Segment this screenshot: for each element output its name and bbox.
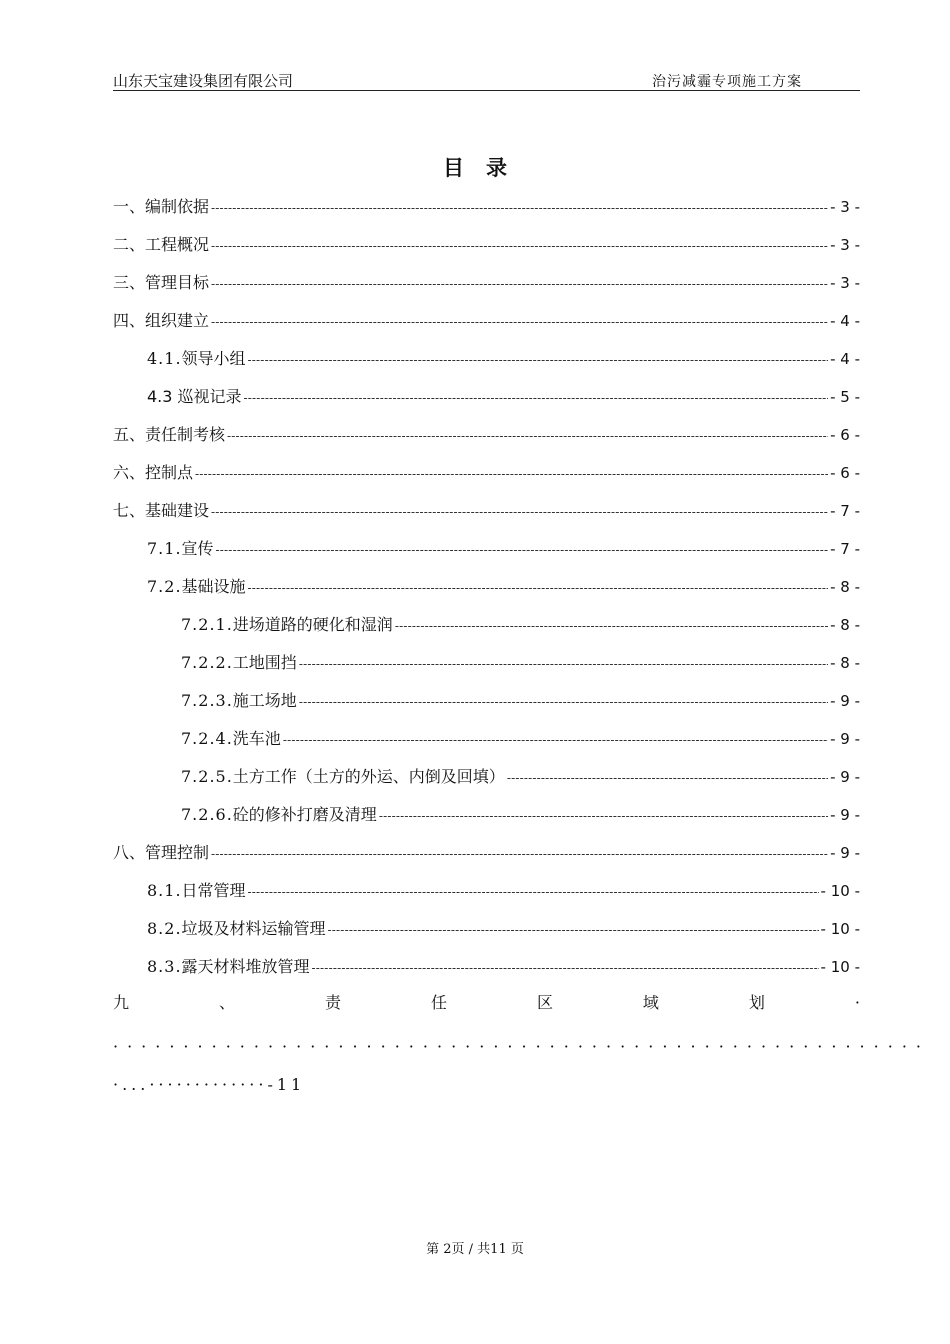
toc-entry-text: 洗车池	[232, 729, 281, 748]
toc-entry[interactable]	[113, 302, 860, 340]
toc-leader	[211, 493, 828, 531]
toc-entry-number: 7.2.6.	[181, 805, 233, 824]
toc-leader	[248, 569, 829, 607]
toc-entry-page: - 9 -	[830, 768, 860, 786]
toc-leader	[328, 911, 819, 949]
toc-entry-page: - 9 -	[830, 730, 860, 748]
toc-entry-page: - 9 -	[830, 844, 860, 862]
toc-leader	[211, 227, 828, 265]
toc-leader	[211, 189, 828, 227]
toc-leader	[248, 341, 829, 379]
toc-justified-char: 任	[430, 993, 447, 1012]
toc-entry[interactable]	[113, 378, 860, 416]
toc-leader	[299, 645, 828, 683]
toc-entry-number: 一、	[113, 197, 146, 216]
toc-entry-page: - 4 -	[830, 312, 860, 330]
header-doc-title: 治污减霾专项施工方案	[652, 74, 802, 90]
toc-leader	[216, 531, 829, 569]
toc-entry-text: 施工场地	[232, 691, 297, 710]
toc-entry-text: 垃圾及材料运输管理	[181, 919, 326, 938]
toc-leader	[195, 455, 828, 493]
toc-entry-number: 4.1.	[147, 349, 182, 368]
toc-entry-number: 7.2.5.	[181, 767, 233, 786]
header-company: 山东天宝建设集团有限公司	[113, 72, 294, 90]
toc-entry[interactable]	[113, 188, 860, 226]
toc-entry-number: 7.2.2.	[181, 653, 233, 672]
toc-entry-page: - 4 -	[830, 350, 860, 368]
toc-entry[interactable]	[113, 264, 860, 302]
toc-entry[interactable]	[113, 948, 860, 986]
toc-entry-number: 8.3.	[147, 957, 182, 976]
table-of-contents	[113, 188, 860, 986]
toc-entry[interactable]	[113, 720, 860, 758]
toc-entry-page: - 8 -	[830, 654, 860, 672]
toc-entry-number: 7.2.4.	[181, 729, 233, 748]
toc-justified-char: 域	[642, 993, 659, 1012]
toc-entry-text: 管理控制	[145, 843, 210, 862]
toc-entry-text: 工程概况	[145, 235, 210, 254]
toc-dot-leader-page: ·...·············-11	[113, 1075, 306, 1094]
toc-entry[interactable]	[113, 606, 860, 644]
toc-entry[interactable]	[113, 492, 860, 530]
toc-leader	[283, 721, 828, 759]
toc-entry-text: 责任制考核	[145, 425, 226, 444]
toc-entry-number: 7.2.3.	[181, 691, 233, 710]
toc-entry-text: 组织建立	[145, 311, 210, 330]
toc-entry-page: - 10 -	[820, 958, 860, 976]
toc-entry[interactable]	[113, 454, 860, 492]
toc-entry[interactable]	[113, 530, 860, 568]
toc-justified-char: 九	[113, 993, 130, 1012]
toc-entry-text: 控制点	[145, 463, 194, 482]
toc-entry[interactable]	[113, 682, 860, 720]
toc-entry-page: - 7 -	[830, 502, 860, 520]
toc-leader	[379, 797, 828, 835]
toc-entry-text: 露天材料堆放管理	[181, 957, 310, 976]
toc-entry-number: 七、	[113, 501, 146, 520]
toc-entry-text: 工地围挡	[232, 653, 297, 672]
toc-entry-page: - 3 -	[830, 198, 860, 216]
toc-entry[interactable]	[113, 644, 860, 682]
toc-entry[interactable]	[113, 340, 860, 378]
toc-entry-number: 四、	[113, 311, 146, 330]
toc-entry-text: 基础建设	[145, 501, 210, 520]
toc-entry-page: - 8 -	[830, 578, 860, 596]
toc-entry-page: - 7 -	[830, 540, 860, 558]
toc-entry-text: 砼的修补打磨及清理	[232, 805, 377, 824]
toc-entry[interactable]	[113, 568, 860, 606]
toc-entry-text: 宣传	[181, 539, 214, 558]
toc-entry-number: 五、	[113, 425, 146, 444]
toc-entry-text: 编制依据	[145, 197, 210, 216]
page-footer: 第 2页 / 共11 页	[426, 1242, 524, 1257]
toc-entry[interactable]	[113, 416, 860, 454]
toc-title: 目录	[443, 156, 529, 180]
toc-entry-justified[interactable]	[113, 990, 930, 1104]
toc-entry-number: 7.2.1.	[181, 615, 233, 634]
toc-entry-number: 八、	[113, 843, 146, 862]
toc-entry-number: 六、	[113, 463, 146, 482]
toc-leader	[211, 303, 828, 341]
toc-leader	[227, 417, 828, 455]
toc-entry-number: 7.1.	[147, 539, 182, 558]
toc-entry-page: - 3 -	[830, 274, 860, 292]
toc-justified-char: ·	[854, 993, 860, 1012]
toc-leader	[248, 873, 819, 911]
toc-entry-number: 7.2.	[147, 577, 182, 596]
toc-leader	[312, 949, 819, 987]
toc-entry-text: 日常管理	[181, 881, 246, 900]
toc-entry-page: - 8 -	[830, 616, 860, 634]
toc-entry-page: - 9 -	[830, 806, 860, 824]
toc-justified-char: 区	[536, 993, 553, 1012]
toc-entry-text: 基础设施	[181, 577, 246, 596]
toc-entry-page: - 6 -	[830, 464, 860, 482]
toc-justified-char: 责	[324, 993, 341, 1012]
toc-entry[interactable]	[113, 872, 860, 910]
header-divider	[113, 90, 860, 91]
toc-entry-text: 土方工作（土方的外运、内倒及回填）	[232, 767, 505, 786]
toc-entry[interactable]	[113, 910, 860, 948]
toc-entry-page: - 5 -	[830, 388, 860, 406]
toc-entry[interactable]	[113, 834, 860, 872]
toc-entry-page: - 10 -	[820, 920, 860, 938]
toc-entry-number: 三、	[113, 273, 146, 292]
toc-leader	[507, 759, 828, 797]
toc-entry-text: 4.3 巡视记录	[147, 387, 242, 406]
toc-dot-leader-line: ··························································	[113, 1037, 930, 1056]
toc-entry-number: 8.1.	[147, 881, 182, 900]
toc-entry-page: - 10 -	[820, 882, 860, 900]
toc-entry-number: 二、	[113, 235, 146, 254]
toc-entry-text: 领导小组	[181, 349, 246, 368]
toc-entry-page: - 6 -	[830, 426, 860, 444]
toc-entry-text: 进场道路的硬化和湿润	[232, 615, 393, 634]
toc-leader	[395, 607, 828, 645]
toc-justified-line	[113, 990, 860, 1016]
toc-entry[interactable]	[113, 796, 860, 834]
toc-entry-number: 8.2.	[147, 919, 182, 938]
toc-entry-page: - 3 -	[830, 236, 860, 254]
toc-leader	[211, 835, 828, 873]
toc-justified-char: 划	[748, 993, 765, 1012]
toc-justified-char: 、	[218, 993, 235, 1012]
toc-entry-page: - 9 -	[830, 692, 860, 710]
toc-leader	[211, 265, 828, 303]
toc-leader	[244, 379, 829, 417]
toc-leader	[299, 683, 828, 721]
toc-entry[interactable]	[113, 226, 860, 264]
toc-entry[interactable]	[113, 758, 860, 796]
toc-entry-text: 管理目标	[145, 273, 210, 292]
